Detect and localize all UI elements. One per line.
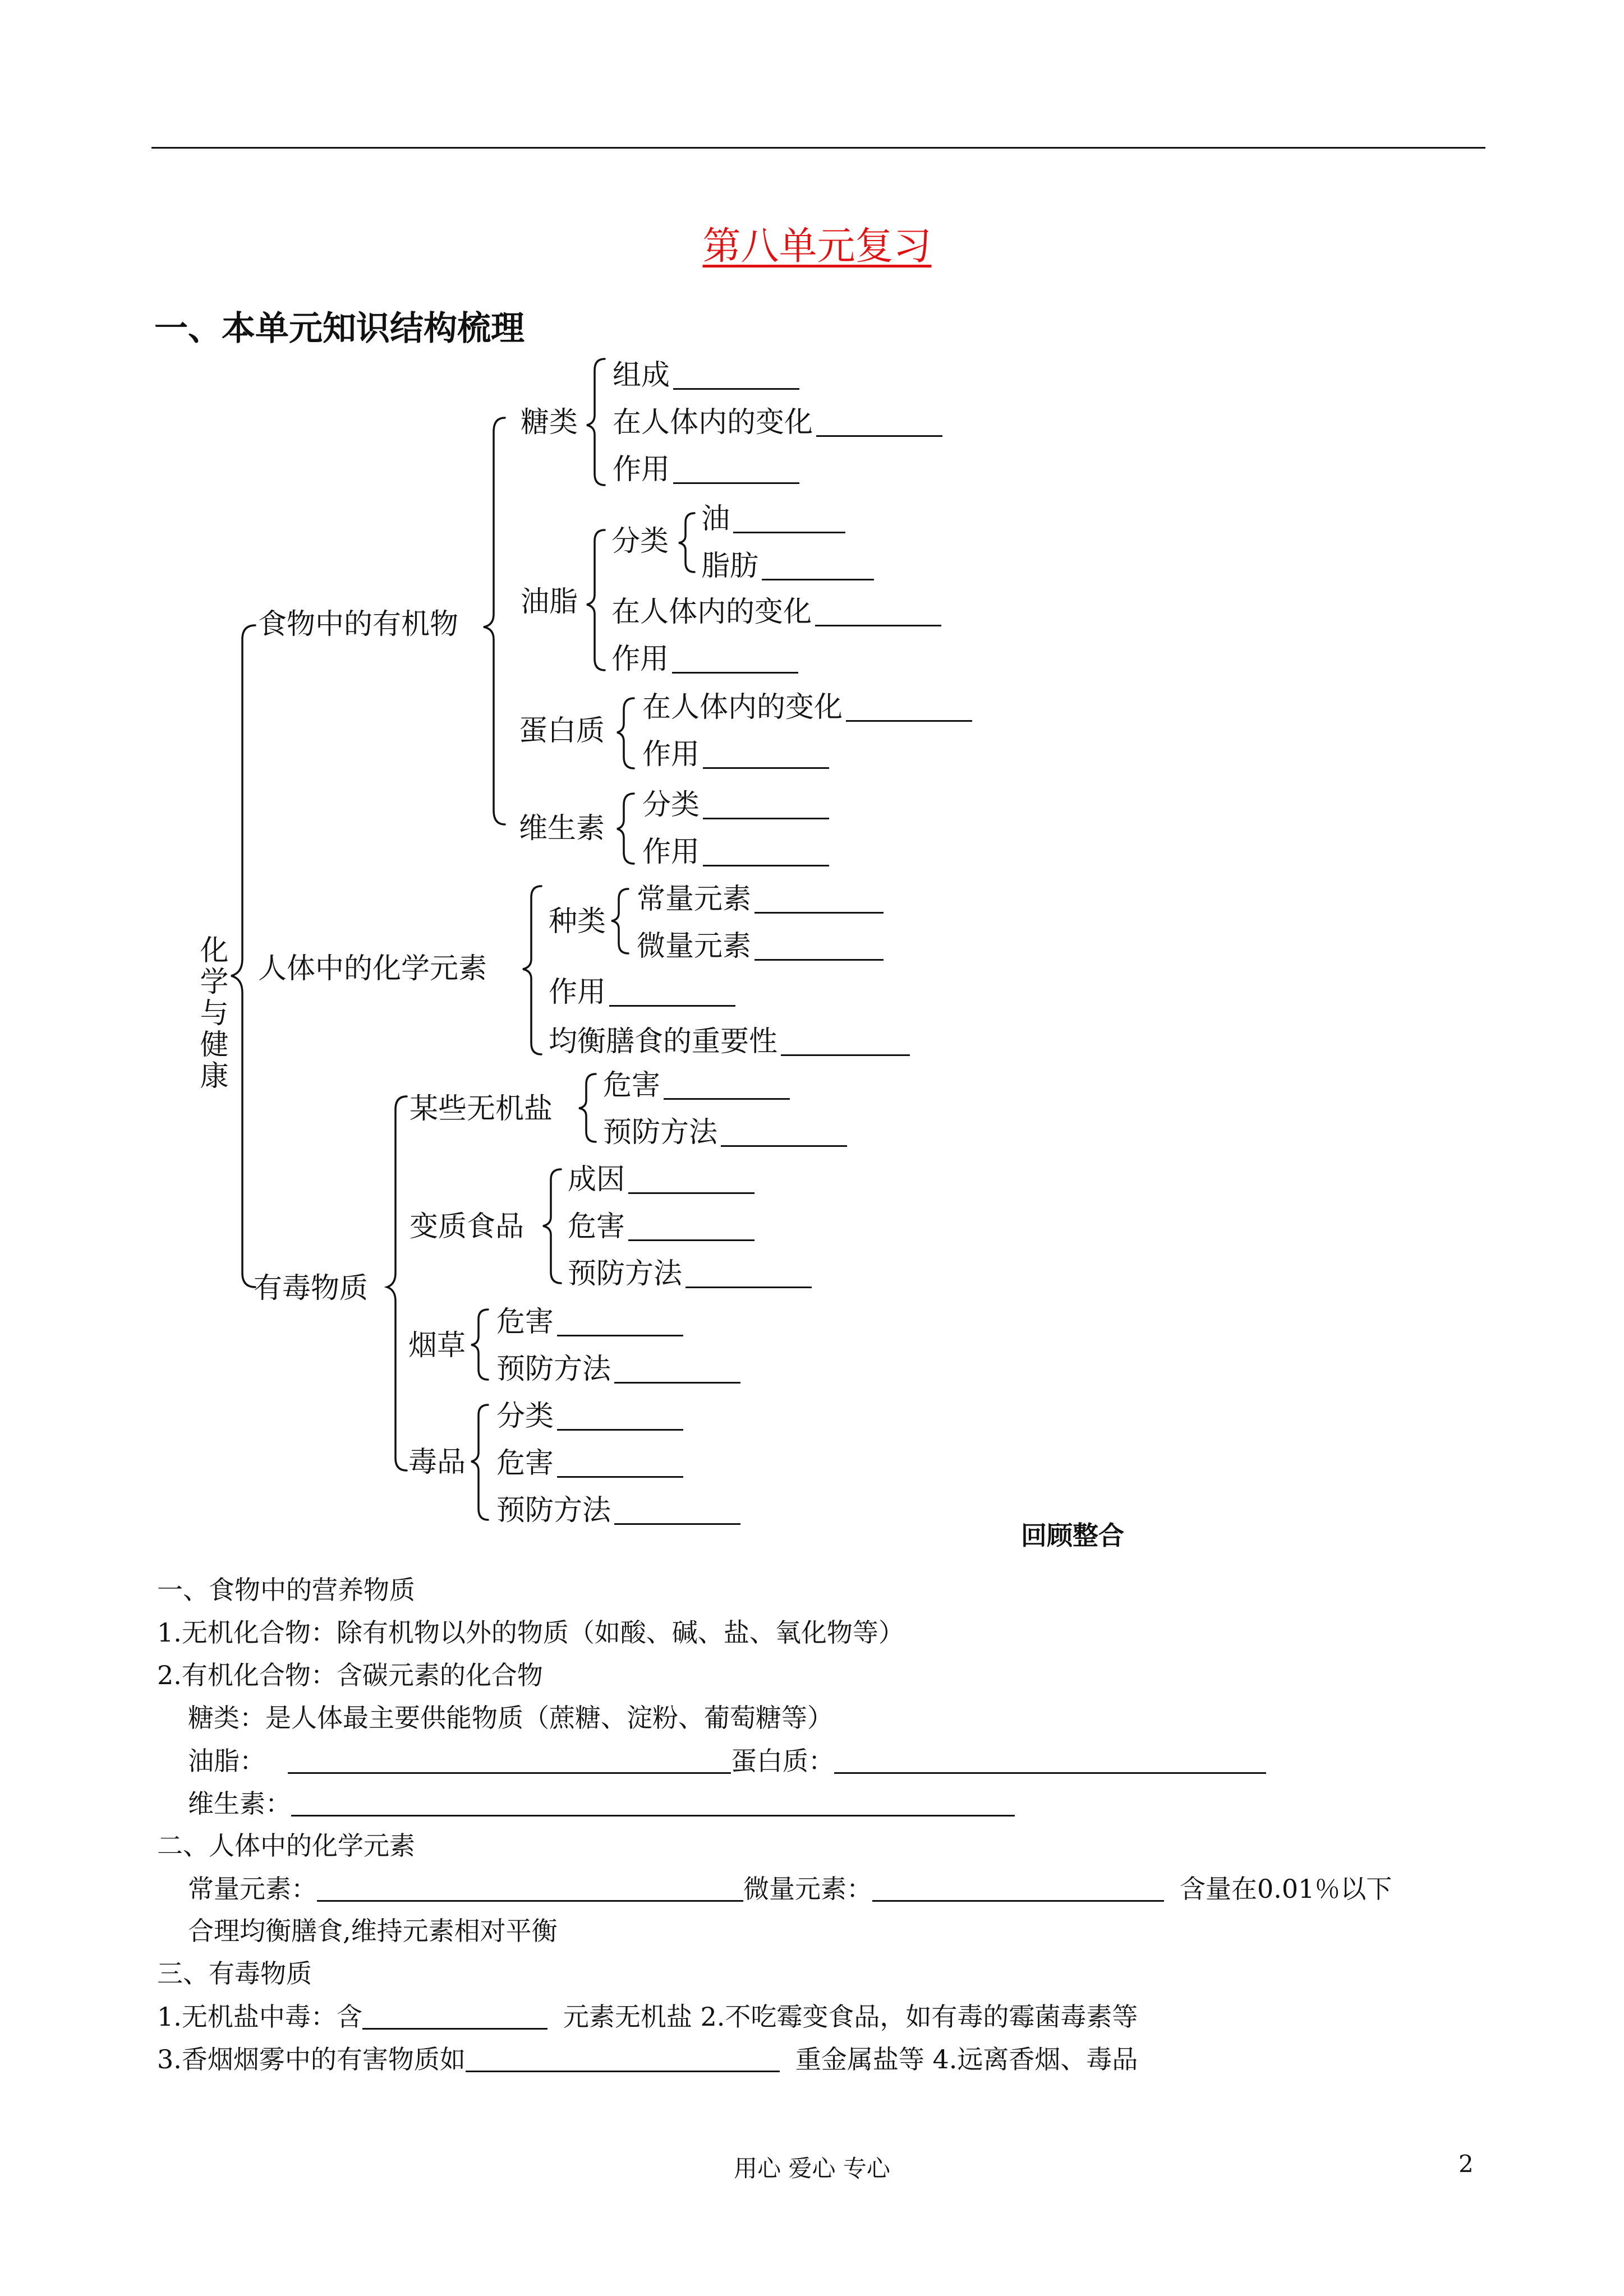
review-line: 糖类：是人体最主要供能物质（蔗糖、淀粉、葡萄糖等）	[188, 1703, 833, 1733]
tree-sugar-item: 在人体内的变化	[613, 408, 942, 437]
tree-b2-label: 人体中的化学元素	[258, 952, 487, 985]
review-line: 一、食物中的营养物质	[157, 1575, 415, 1605]
tree-salt-item: 危害	[603, 1071, 790, 1100]
tree-tobacco-label: 烟草	[408, 1329, 466, 1362]
review-line: 三、有毒物质	[157, 1958, 312, 1989]
tree-fat-label: 油脂	[521, 585, 578, 619]
tree-b2-item: 均衡膳食的重要性	[549, 1027, 910, 1056]
review-line: 油脂： 蛋白质：	[188, 1748, 1266, 1774]
tree-fat-classify: 分类	[611, 525, 669, 558]
tree-vitamin-item: 分类	[642, 791, 829, 819]
tree-spoiled-item: 成因	[568, 1165, 755, 1194]
review-line: 常量元素： 微量元素： 含量在0.01％以下	[188, 1874, 1392, 1904]
tree-fat-item: 作用	[611, 645, 798, 674]
page-number: 2	[1459, 2150, 1474, 2178]
tree-drugs-item: 分类	[496, 1402, 683, 1431]
tree-spoiled-label: 变质食品	[410, 1210, 525, 1243]
tree-protein-item: 作用	[642, 740, 829, 769]
tree-b3-label: 有毒物质	[254, 1272, 369, 1305]
review-line: 2.有机化合物：含碳元素的化合物	[157, 1660, 543, 1690]
tree-kind-item: 微量元素	[637, 932, 884, 961]
tree-spoiled-item: 危害	[568, 1212, 755, 1241]
tree-kind-item: 常量元素	[637, 885, 884, 914]
tree-tobacco-item: 预防方法	[496, 1355, 740, 1384]
tree-drugs-item: 危害	[496, 1449, 683, 1478]
tree-fat-classify-item: 脂肪	[701, 552, 874, 580]
tree-sugar-item: 组成	[613, 361, 799, 390]
review-line: 1.无机化合物：除有机物以外的物质（如酸、碱、盐、氧化物等）	[157, 1617, 904, 1648]
tree-spoiled-item: 预防方法	[568, 1260, 812, 1288]
tree-fat-item: 在人体内的变化	[611, 598, 941, 626]
tree-tobacco-item: 危害	[496, 1308, 683, 1336]
tree-drugs-item: 预防方法	[496, 1496, 740, 1525]
tree-fat-classify-item: 油	[701, 505, 845, 533]
tree-b2-item: 作用	[549, 978, 735, 1007]
tree-salt-label: 某些无机盐	[410, 1092, 553, 1126]
tree-sugar-item: 作用	[613, 455, 799, 484]
review-heading: 回顾整合	[1021, 1520, 1124, 1551]
review-line: 3.香烟烟雾中的有害物质如 重金属盐等 4.远离香烟、毒品	[157, 2044, 1138, 2074]
section-heading: 一、本单元知识结构梳理	[154, 309, 525, 348]
tree-drugs-label: 毒品	[408, 1446, 466, 1479]
tree-salt-item: 预防方法	[603, 1118, 847, 1147]
review-line: 1.无机盐中毒：含 元素无机盐 2.不吃霉变食品，如有毒的霉菌毒素等	[157, 2002, 1138, 2032]
page-title: 第八单元复习	[702, 224, 932, 269]
review-line: 维生素：	[188, 1790, 1015, 1816]
tree-sugar-label: 糖类	[521, 406, 578, 439]
tree-vitamin-label: 维生素	[519, 812, 605, 845]
tree-protein-label: 蛋白质	[519, 714, 605, 748]
tree-root: 化学与健康	[200, 934, 229, 1093]
tree-b1-label: 食物中的有机物	[258, 608, 459, 641]
tree-vitamin-item: 作用	[642, 838, 829, 866]
page-footer: 用心 爱心 专心	[734, 2155, 890, 2182]
review-line: 二、人体中的化学元素	[157, 1831, 415, 1861]
review-line: 合理均衡膳食,维持元素相对平衡	[188, 1916, 558, 1946]
tree-kind-label: 种类	[549, 905, 606, 938]
tree-protein-item: 在人体内的变化	[642, 693, 972, 722]
